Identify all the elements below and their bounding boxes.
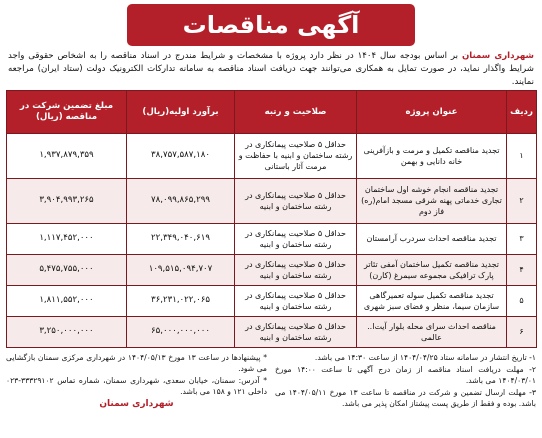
note-item: ۳- مهلت ارسال تضمین و شرکت در مناقصه تا ساعت ۱۳ مورخ ۱۴۰۴/۰۵/۱۱ می باشد. بوده و فقط از طریق پست پیشتاز امکان پذیر می باشد. — [275, 388, 536, 408]
estimate-amount: ۲۲,۳۴۹,۰۴۰,۶۱۹ — [127, 223, 235, 254]
table-row — [7, 178, 537, 223]
note-item: ۲- مهلت دریافت اسناد مناقصه از زمان درج آگهی تا ساعت ۱۴:۰۰ مورخ ۱۴۰۴/۰۳/۰۱ می باشد. — [275, 365, 536, 385]
estimate-amount: ۱۰۹,۵۱۵,۰۹۴,۷۰۷ — [127, 254, 235, 285]
page-title: آگهی مناقصات — [127, 4, 416, 46]
guarantee-amount: ۱,۱۱۷,۴۵۲,۰۰۰ — [7, 223, 127, 254]
project-title: تجدید مناقصه تکمیل ساختمان آمفی تئاتر پارک ترافیکی مجموعه سیمرغ (کارن) — [357, 254, 507, 285]
table-row — [7, 316, 537, 347]
qualification: حداقل ۵ صلاحیت پیمانکاری در رشته ساختمان و ابنیه — [235, 178, 357, 223]
row-number: ۶ — [507, 316, 537, 347]
table-row — [7, 134, 537, 179]
estimate-amount: ۷۸,۰۹۹,۸۶۵,۲۹۹ — [127, 178, 235, 223]
table-row — [7, 223, 537, 254]
footer-left-notes — [6, 352, 267, 436]
header-qualification: صلاحیت و رتبه — [235, 91, 357, 134]
header-project-title: عنوان پروژه — [357, 91, 507, 134]
guarantee-amount: ۳,۲۵۰,۰۰۰,۰۰۰ — [7, 316, 127, 347]
header-row-number: ردیف — [507, 91, 537, 134]
project-title: تجدید مناقصه تکمیل و مرمت و بازآفرینی خانه دانایی و بهمن — [357, 134, 507, 179]
title-banner — [0, 4, 542, 48]
guarantee-amount: ۱,۹۳۷,۸۷۹,۳۵۹ — [7, 134, 127, 179]
qualification: حداقل ۵ صلاحیت پیمانکاری در رشته ساختمان و ابنیه — [235, 223, 357, 254]
organization-name: شهرداری سمنان — [461, 51, 534, 61]
qualification: حداقل ۵ صلاحیت پیمانکاری در رشته ساختمان و ابنیه — [235, 316, 357, 347]
guarantee-amount: ۱,۸۱۱,۵۵۲,۰۰۰ — [7, 285, 127, 316]
table-header-row — [7, 91, 537, 134]
row-number: ۵ — [507, 285, 537, 316]
estimate-amount: ۶۵,۰۰۰,۰۰۰,۰۰۰ — [127, 316, 235, 347]
header-estimate: برآورد اولیه(ریال) — [127, 91, 235, 134]
row-number: ۴ — [507, 254, 537, 285]
footer-right-notes — [275, 352, 536, 436]
signature: شهرداری سمنان — [99, 399, 174, 409]
table-row — [7, 254, 537, 285]
row-number: ۱ — [507, 134, 537, 179]
estimate-amount: ۳۸,۷۵۷,۵۸۷,۱۸۰ — [127, 134, 235, 179]
project-title: تجدید مناقصه تکمیل سوله تعمیرگاهی سازمان سیما، منظر و فضای سبز شهری — [357, 285, 507, 316]
tender-table — [6, 90, 537, 348]
intro-text: بر اساس بودجه سال ۱۴۰۴ در نظر دارد پروژه با مشخصات و شرایط مندرج در اسناد مناقصه را به اشخاص حقوقی واجد شرایط واگذار نماید، در صورت تمایل به همکاری می‌توانند جهت دریافت اسناد مناقصه به سامانه تدارکات الکترونیک دولت (ستاد ایران) مراجعه نمایند. — [8, 51, 534, 87]
qualification: حداقل ۵ صلاحیت پیمانکاری در رشته ساختمان و ابنیه — [235, 285, 357, 316]
guarantee-amount: ۳,۹۰۴,۹۹۳,۲۶۵ — [7, 178, 127, 223]
table-row — [7, 285, 537, 316]
row-number: ۳ — [507, 223, 537, 254]
project-title: تجدید مناقصه احداث سردرب آرامستان — [357, 223, 507, 254]
guarantee-amount: ۵,۴۷۵,۷۵۵,۰۰۰ — [7, 254, 127, 285]
header-guarantee: مبلغ تضمین شرکت در مناقصه (ریال) — [7, 91, 127, 134]
footer-notes — [6, 352, 536, 436]
intro-paragraph — [8, 50, 534, 90]
note-item: ۱- تاریخ انتشار در سامانه ستاد ۱۴۰۴/۰۴/۲۵ از ساعت ۱۴:۳۰ می باشد. — [314, 353, 536, 362]
estimate-amount: ۳۶,۲۳۱,۰۲۲,۰۶۵ — [127, 285, 235, 316]
project-title: مناقصه احداث سرای محله بلوار آیت‌ا.. عالمی — [357, 316, 507, 347]
note-item: * آدرس: سمنان، خیابان سعدی، شهرداری سمنان، شماره تماس ۳۳۳۲۹۱۰۲-۰۲۳ داخلی ۱۲۱ و ۱۵۸ می باشد. — [6, 376, 267, 396]
qualification: حداقل ۵ صلاحیت پیمانکاری در رشته ساختمان و ابنیه با حفاظت و مرمت آثار باستانی — [235, 134, 357, 179]
qualification: حداقل ۵ صلاحیت پیمانکاری در رشته ساختمان و ابنیه — [235, 254, 357, 285]
note-item: * پیشنهادها در ساعت ۱۳ مورخ ۱۴۰۴/۰۵/۱۳ در شهرداری مرکزی سمنان بازگشایی می شود. — [6, 353, 267, 373]
project-title: تجدید مناقصه انجام خوشه اول ساختمان تجاری خدماتی پهنه شرقی مسجد امام(ره) فاز دوم — [357, 178, 507, 223]
row-number: ۲ — [507, 178, 537, 223]
